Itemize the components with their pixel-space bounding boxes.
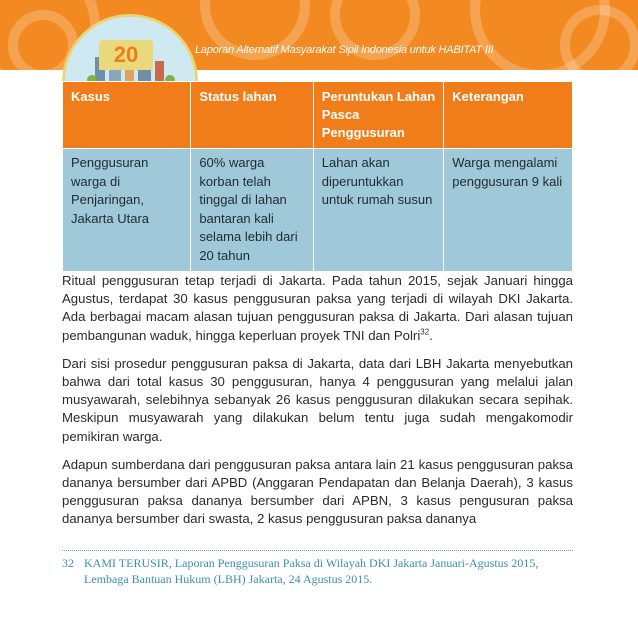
paragraph: Adapun sumberdana dari penggusuran paksa antara lain 21 kasus penggusuran paksa dananya bersumber dari APBD (Anggaran Pendapatan dan Belanja Daerah), 3 kasus penggusuran paksa dananya bersumber dari APBN, 3 kasus pengusuran paksa dananya bersumber dari swasta, 2 kasus penggusuran paksa dananya	[62, 456, 573, 527]
footnote-number: 32	[62, 556, 74, 570]
column-header: Peruntukan Lahan Pasca Penggusuran	[313, 82, 444, 149]
table-cell: Warga mengalami penggusuran 9 kali	[444, 149, 573, 272]
table-header-row	[63, 82, 573, 149]
paragraph: Ritual penggusuran tetap terjadi di Jakarta. Pada tahun 2015, sejak Januari hingga Agustus, terdapat 30 kasus penggusuran paksa yang terjadi di wilayah DKI Jakarta. Ada berbagai macam alasan tujuan penggusuran paksa di Jakarta. Dari alasan tujuan pembangunan waduk, hingga keperluan proyek TNI dan Polri$^{32}$.	[62, 273, 573, 343]
column-header: Keterangan	[444, 82, 573, 149]
table-cell: Penggusuran warga di Penjaringan, Jakarta Utara	[63, 149, 191, 272]
footnote-divider	[62, 550, 573, 551]
footnote-reference[interactable]: 32	[420, 327, 430, 337]
header-title: Laporan Alternatif Masyarakat Sipil Indonesia untuk HABITAT III	[195, 44, 494, 56]
table-cell: 60% warga korban telah tinggal di lahan bantaran kali selama lebih dari 20 tahun	[191, 149, 313, 272]
paragraph: Dari sisi prosedur penggusuran paksa di Jakarta, data dari LBH Jakarta menyebutkan bahwa dari total kasus 30 penggusuran, hanya 4 penggusuran yang melalui jalan musyawarah, selebihnya sebanyak 26 kasus penggusuran dilakukan secara sepihak. Meskipun musyawarah yang dilakukan belum tentu juga sudah mengakomodir pemikiran warga.	[62, 355, 573, 444]
column-header: Status lahan	[191, 82, 313, 149]
footnote	[62, 555, 573, 587]
column-header: Kasus	[63, 82, 191, 149]
eviction-case-table	[62, 81, 573, 272]
table-cell: Lahan akan diperuntukkan untuk rumah susun	[313, 149, 444, 272]
footnote-text: KAMI TERUSIR, Laporan Penggusuran Paksa di Wilayah DKI Jakarta Januari-Agustus 2015, Lembaga Bantuan Hukum (LBH) Jakarta, 24 Agustus 2015.	[84, 556, 539, 586]
table-row	[63, 149, 573, 272]
page-number: 20	[99, 40, 153, 70]
body-text	[62, 272, 573, 539]
